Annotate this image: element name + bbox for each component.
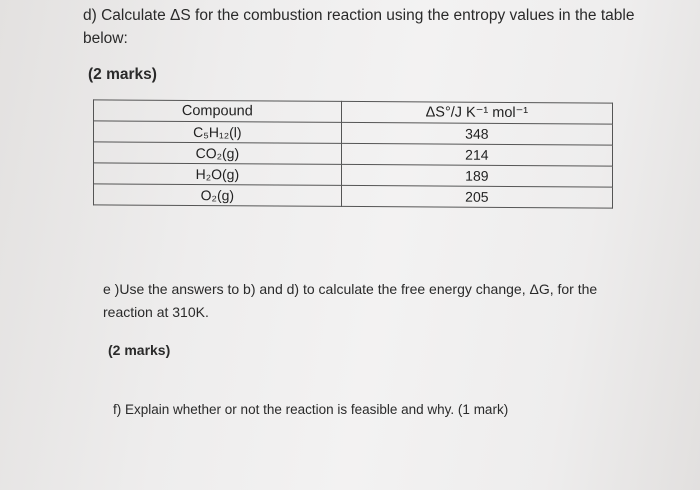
compound-cell: O₂(g) xyxy=(94,184,342,207)
question-d-marks: (2 marks) xyxy=(88,66,157,83)
compound-cell: C₅H₁₂(l) xyxy=(94,121,342,144)
question-e-text: e )Use the answers to b) and d) to calculate the free energy change, ΔG, for the reaction at 310K. xyxy=(103,281,598,320)
entropy-cell: 348 xyxy=(341,122,612,145)
header-compound: Compound xyxy=(94,100,342,123)
table-row xyxy=(94,184,613,208)
entropy-cell: 205 xyxy=(341,185,612,208)
question-e-marks: (2 marks) xyxy=(108,342,171,358)
compound-cell: H₂O(g) xyxy=(94,163,342,186)
question-f-text: f) Explain whether or not the reaction is feasible and why. (1 mark) xyxy=(113,402,509,417)
compound-cell: CO₂(g) xyxy=(94,142,342,165)
entropy-cell: 214 xyxy=(341,143,612,166)
header-entropy: ΔS°/J K⁻¹ mol⁻¹ xyxy=(341,101,612,124)
question-d-text: d) Calculate ΔS for the combustion reaction using the entropy values in the table below: xyxy=(83,7,635,47)
entropy-cell: 189 xyxy=(341,164,612,187)
entropy-table xyxy=(93,99,613,208)
